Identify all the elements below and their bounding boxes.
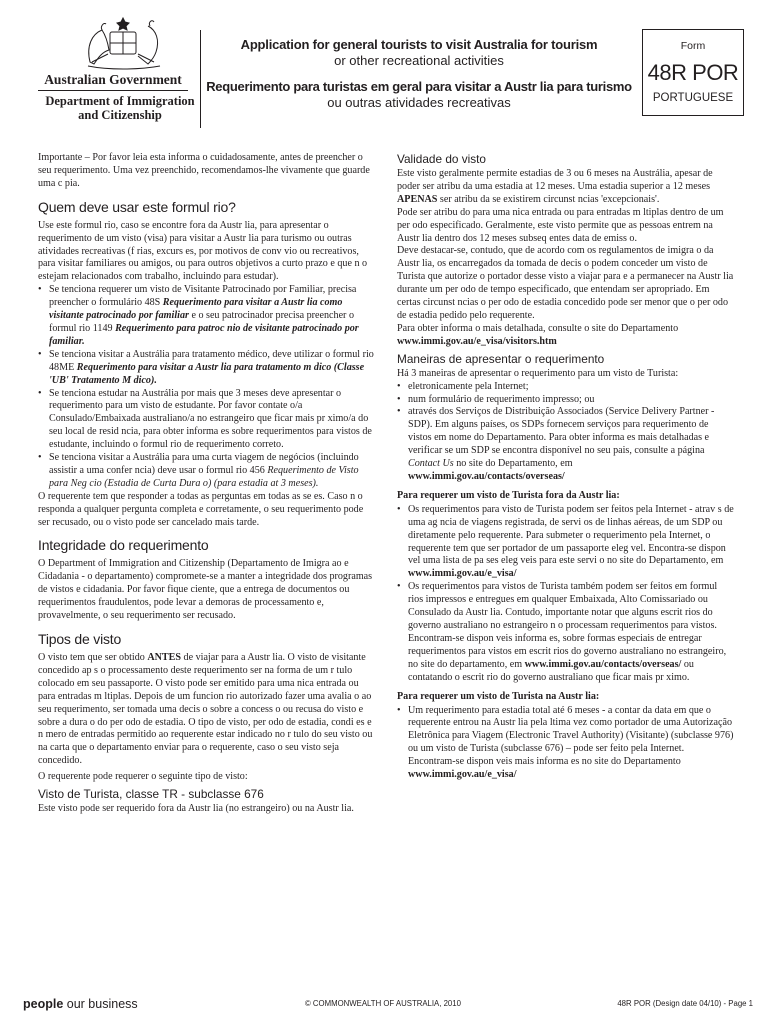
types-paragraph-2: O requerente pode requerer o seguinte tipo de visto: bbox=[38, 771, 248, 783]
left-column bbox=[38, 152, 376, 816]
heading-ways-to-apply: Maneiras de apresentar o requerimento bbox=[397, 351, 605, 366]
page-info: 48R POR (Design date 04/10) - Page 1 bbox=[617, 999, 753, 1008]
page-footer bbox=[0, 994, 770, 1014]
evisa-link[interactable]: www.immi.gov.au/e_visa/ bbox=[408, 769, 517, 781]
who-paragraph: Use este formul rio, caso se encontre fora da Austr lia, para apresentar o requerimento de um visto (visa) para visitar a Austr lia para turismo ou outras atividades recreativas (f rias, excurs es, por motivos de conv vio ou recreativos, para visitar familiares ou amigos, ou para outros objetivos a curto prazo e que n o estejam relacionados com trabalho, incluindo para estudar). bbox=[38, 219, 368, 283]
types-paragraph: O visto tem que ser obtido ANTES de viajar para a Austr lia. O visto de visitante concedido ap s o processamento deste requerimento ser na forma de um r tulo colocado em seu passaporte. O visto pode ser emitido para uma nica entrada ou para entradas m ltiplas. Depois de um funcion rio autorizado fazer uma avalia o ao seu requerimento, ser tomada uma decis o sobre a concess o ou recusa do visto e sobre a dura o do per odo de estadia. O tipo de visto, per odo de estadia, condi es e n mero de entradas permitido ao requerente estar indicado no r tulo do seu visto ou na carta que o departamento enviar para o requerente, caso o seu visto seja concedido. bbox=[38, 652, 373, 767]
page-header bbox=[0, 0, 770, 135]
validity-paragraph-3: Deve destacar-se, contudo, que de acordo com os regulamentos de imigra o da Austr lia, os encarregados da tomada de decis o podem conceder um visto de Turista que autorize o portador desse visto a viajar para e a permanecer na Austr lia durante um per odo de tempo especificado, que entendam ser apropriado. Em certas circunst ncias o per odo de estadia concedido pode ser menor que o per odo de estadia pedido pelo requerente. bbox=[397, 245, 734, 321]
validity-paragraph-4: Para obter informa o mais detalhada, consulte o site do Departamento bbox=[397, 322, 679, 334]
title-english-sub: or other recreational activities bbox=[334, 53, 504, 68]
inside-bullet-list bbox=[397, 705, 734, 782]
heading-tourist-visa: Visto de Turista, classe TR - subclasse 676 bbox=[38, 787, 264, 802]
list-item: • Se tenciona estudar na Austrália por mais que 3 meses deve apresentar o requerimento para um visto de estudante. Por favor contate o/a Consulado/Embaixada australiano/a no estrangeiro que ficar mais pr ximo/a do seu local de resid ncia, para obter informa es sobre requerimentos para vistos de estudante, incluindo o formul rio de requerimento correto. bbox=[38, 388, 376, 453]
ways-bullet-list bbox=[397, 381, 734, 484]
list-item: • eletronicamente pela Internet; bbox=[397, 381, 734, 394]
heading-visa-types: Tipos de visto bbox=[38, 631, 122, 647]
answer-all-paragraph: O requerente tem que responder a todas as perguntas em todas as se es. Caso n o responda a qualquer pergunta completa e corretamente, o seu requerimento pode ser recusado, ou o visto pode ser cancelado mais tarde. bbox=[38, 490, 364, 528]
divider bbox=[38, 90, 188, 91]
form-language: PORTUGUESE bbox=[652, 92, 734, 104]
validity-paragraph-2: Pode ser atribu do para uma nica entrada ou para entradas m ltiplas dentro de um per odo especificado. Geralmente, este visto permite que as pessoas entrem na Austr lia dentro dos 12 meses subseq entes data de emiss o. bbox=[397, 206, 724, 244]
list-item: • Os requerimentos para vistos de Turista também podem ser feitos em formul rios impressos e entregues em qualquer Embaixada, Alto Comissariado ou Consulado da Austr lia. Contudo, importante notar que alguns escrit rios do governo australiano no estrangeiro n o processam requerimentos para vistos. Encontram-se dispon veis informa es, sobre formas especiais de entregar requerimentos para vistos em escrit rios do governo australiano no estrangeiro, no site do departamento, em www.immi.gov.au/contacts/overseas/ ou contatando o escrit rio do governo australiano que ficar mais pr ximo. bbox=[397, 581, 734, 684]
form-title bbox=[204, 37, 634, 110]
integrity-paragraph: O Department of Immigration and Citizenship (Departamento de Imigra ao e Cidadania - o departamento) compromete-se a manter a integridade dos programas de vistos e cidadania. Por favor fique ciente, que a entrega de documentos ou requerimentos fraudulentos, pode levar a demoras de processamento e, provavelmente, o seu requerimento ser recusado. bbox=[38, 558, 373, 622]
department-name: Department of Immigration and Citizenship bbox=[45, 94, 195, 122]
brand-tagline: people our business bbox=[23, 997, 138, 1011]
list-item: • Os requerimentos para visto de Turista podem ser feitos pela Internet - atrav s de uma ag ncia de viagens registrada, de servi os de linhas aéreas, de um SDP ou diretamente pelo requerente. Para submeter o requerimento pela Internet, o requerente tem que ser portador de um passaporte eleg vel. Encontra-se dispon vel uma lista de pa ses eleg veis para este servi o no site do Departamento, em www.immi.gov.au/e_visa/ bbox=[397, 504, 734, 581]
list-item: • Se tenciona requerer um visto de Visitante Patrocinado por Familiar, precisa preencher o formulário 48S Requerimento para visitar a Austr lia como visitante patrocinado por familiar e o seu patrocinador precisa preencher o formul rio 1149 Requerimento para patroc nio de visitante patrocinado por familiar. bbox=[38, 284, 376, 349]
title-english: Application for general tourists to visit Australia for tourism bbox=[240, 37, 598, 52]
header-divider bbox=[200, 30, 201, 128]
evisa-link[interactable]: www.immi.gov.au/e_visa/ bbox=[408, 568, 517, 580]
coat-of-arms-icon bbox=[78, 16, 168, 72]
form-number: 48R POR bbox=[647, 60, 739, 85]
intro-text: Importante – Por favor leia esta informa o cuidadosamente, antes de preencher o seu requerimento. Uma vez preenchido, recomendamos-lhe vivamente que guarde uma c pia. bbox=[38, 152, 370, 189]
right-column bbox=[397, 152, 734, 782]
contacts-overseas-link[interactable]: www.immi.gov.au/contacts/overseas/ bbox=[524, 658, 682, 670]
list-item: • num formulário de requerimento impresso; ou bbox=[397, 394, 734, 407]
title-portuguese-sub: ou outras atividades recreativas bbox=[327, 95, 511, 110]
form-label: Form bbox=[680, 40, 706, 52]
heading-who-should-use: Quem deve usar este formul rio? bbox=[38, 198, 236, 215]
copyright: © COMMONWEALTH OF AUSTRALIA, 2010 bbox=[305, 999, 461, 1008]
list-item: • Se tenciona visitar a Austrália para uma curta viagem de negócios (incluindo assistir a uma confer ncia) deve usar o formul rio 456 Requerimento de Visto para Neg cio (Estadia de Curta Dura o) (para estadia at 3 meses). bbox=[38, 452, 376, 491]
contacts-overseas-link[interactable]: www.immi.gov.au/contacts/overseas/ bbox=[408, 470, 565, 482]
heading-apply-inside: Para requerer um visto de Turista na Austr lia: bbox=[397, 690, 600, 702]
heading-apply-outside: Para requerer um visto de Turista fora da Austr lia: bbox=[397, 489, 620, 501]
tourist-visa-paragraph: Este visto pode ser requerido fora da Austr lia (no estrangeiro) ou na Austr lia. bbox=[38, 803, 354, 815]
list-item: • Se tenciona visitar a Austrália para tratamento médico, deve utilizar o formul rio 48ME Requerimento para visitar a Austr lia para tratamento m dico (Classe 'UB' Tratamento M dico). bbox=[38, 349, 376, 388]
form-id-box bbox=[642, 29, 744, 116]
list-item: • através dos Serviços de Distribuição Associados (Service Delivery Partner - SDP). Em alguns países, os SDPs fornecem serviços para requerimento de vistos em nome do Departamento. Para obter informa es mais detalhadas e verificar se um SDP se encontra disponível no seu pais, consulte a página Contact Us no site do Departamento, em www.immi.gov.au/contacts/overseas/ bbox=[397, 406, 734, 483]
outside-bullet-list bbox=[397, 504, 734, 685]
title-portuguese: Requerimento para turistas em geral para visitar a Austr lia para turismo bbox=[206, 79, 632, 94]
government-name: Australian Government bbox=[44, 72, 182, 87]
validity-paragraph-1: Este visto geralmente permite estadias de 3 ou 6 meses na Austrália, apesar de poder ser atribu da uma estadia at 12 meses. Uma estadia superior a 12 meses APENAS ser atribu da se existirem circunst ncias 'excepcionais'. bbox=[397, 168, 713, 205]
visitors-link[interactable]: www.immi.gov.au/e_visa/visitors.htm bbox=[397, 335, 557, 347]
ways-paragraph: Há 3 maneiras de apresentar o requerimento para um visto de Turista: bbox=[397, 367, 679, 379]
who-bullet-list bbox=[38, 284, 376, 491]
heading-integrity: Integridade do requerimento bbox=[38, 537, 209, 554]
heading-validity: Validade do visto bbox=[397, 152, 486, 166]
list-item: • Um requerimento para estadia total até 6 meses - a contar da data em que o requerente entrou na Austr lia pela ltima vez como portador de uma Autorização Eletrônica para Viagem (Electronic Travel Authority) (Visitante) (subclasse 976) ou um visto de Turista (subclasse 676) – pode ser feito pela Internet. Encontram-se dispon veis mais informa es no site do Departamento www.immi.gov.au/e_visa/ bbox=[397, 705, 734, 782]
